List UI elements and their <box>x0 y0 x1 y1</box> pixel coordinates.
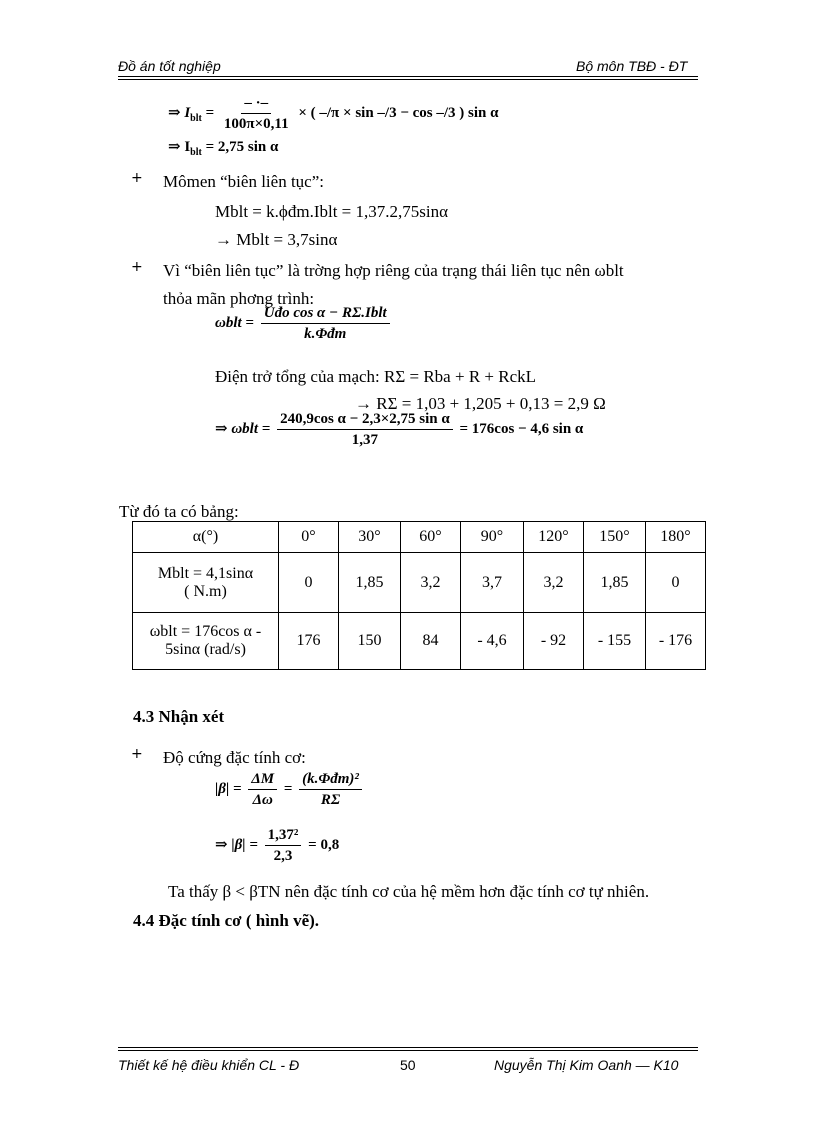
omega2-fraction <box>277 410 453 449</box>
table-cell: 150 <box>339 613 401 670</box>
bullet-plus: + <box>131 259 143 275</box>
table-row-label: ωblt = 176cos α - 5sinα (rad/s) <box>133 613 279 670</box>
beta-fraction-2: $\frac{\text{(k.Φđm)²}}{R\Sigma}$ <box>299 770 362 809</box>
table-cell: - 176 <box>646 613 706 670</box>
moment-line-2: → Mblt = 3,7sinα <box>215 230 338 249</box>
iblt-sub: blt <box>190 112 202 124</box>
moment-line-1: Mblt = k.ϕđm.Iblt = 1,37.2,75sinα <box>215 202 449 221</box>
stiffness-text: Độ cứng đặc tính cơ: <box>163 748 306 767</box>
table-header-cell: 150° <box>584 522 646 553</box>
footer-right: Nguyễn Thị Kim Oanh — K10 <box>494 1057 679 1073</box>
omega-denominator: k.Φđm <box>304 326 347 342</box>
iblt-numerator: – ·– <box>241 94 271 114</box>
omega2-numerator: 240,9cos α − 2,3×2,75 sin α <box>277 410 453 430</box>
equation-iblt-1: ⇒ $I_{blt}$ = $\frac{- \cdot-}{100\pi\times 0,11}$ × ( –/π × sin –/3 − cos –/3 ) sin α <box>168 95 499 132</box>
speed-text-1: Vì “biên liên tục” là trờng hợp riêng của trạng thái liên tục nên ωblt <box>163 261 624 280</box>
moment-title: Mômen “biên liên tục”: <box>163 172 324 191</box>
resistance-line-2: → RΣ = 1,03 + 1,205 + 0,13 = 2,9 Ω <box>355 394 606 413</box>
table-row <box>133 553 706 613</box>
table-cell: 176 <box>279 613 339 670</box>
table-cell: 84 <box>401 613 461 670</box>
beta-result-fraction: $\frac{\text{1,37²}}{2,3}$ <box>265 826 302 865</box>
iblt-rest: × ( –/π × sin –/3 − cos –/3 ) sin α <box>298 104 499 121</box>
table-header-cell: 30° <box>339 522 401 553</box>
table-row-label: Mblt = 4,1sinα ( N.m) <box>133 553 279 613</box>
header-divider <box>118 76 698 77</box>
omega-equation-2: ⇒ ωblt = $\frac{\text{240,9cos α − 2,3×2,75 sin α}}{1,37}$ = 176cos − 4,6 sin α <box>215 411 584 448</box>
table-header-cell: α(°) <box>133 522 279 553</box>
header-divider-2 <box>118 79 698 80</box>
omega-fraction <box>261 304 390 343</box>
table-row <box>133 613 706 670</box>
equation-iblt-2: ⇒ $I_{blt} = 2,75$ sin α <box>168 139 279 158</box>
section-heading-4-3: 4.3 Nhận xét <box>133 707 225 726</box>
table-cell: 3,2 <box>401 553 461 613</box>
omega-equation: ωblt = $\frac{\text{Uđo cos α − RΣ.Iblt}}{\text{k.Φđm}}$ <box>215 304 393 343</box>
table-cell: - 92 <box>524 613 584 670</box>
table-cell: 1,85 <box>339 553 401 613</box>
table-header-cell: 90° <box>461 522 524 553</box>
omega2-rhs: = 176cos − 4,6 sin α <box>459 420 584 437</box>
speed-text-2: thỏa mãn phơng trình: <box>163 289 315 308</box>
iblt-denominator: 100π×0,11 <box>223 116 289 132</box>
data-table <box>132 521 706 670</box>
table-cell: 3,2 <box>524 553 584 613</box>
table-cell: - 155 <box>584 613 646 670</box>
table-cell: 0 <box>279 553 339 613</box>
table-cell: 0 <box>646 553 706 613</box>
footer-divider-2 <box>118 1050 698 1051</box>
section-heading-4-4: 4.4 Đặc tính cơ ( hình vẽ). <box>133 911 320 930</box>
page-number: 50 <box>400 1057 416 1073</box>
table-header-cell: 180° <box>646 522 706 553</box>
beta-fraction-1: $\frac{\Delta M}{\Delta\omega}$ <box>248 770 277 809</box>
table-header-cell: 60° <box>401 522 461 553</box>
table-cell: 3,7 <box>461 553 524 613</box>
table-intro: Từ đó ta có bảng: <box>119 502 239 521</box>
table-header-row <box>133 522 706 553</box>
beta-result-equation: ⇒ |β| = $\frac{\text{1,37²}}{2,3}$ = 0,8 <box>215 827 340 864</box>
omega2-denominator: 1,37 <box>351 432 379 448</box>
footer-left: Thiết kế hệ điều khiển CL - Đ <box>118 1057 300 1073</box>
table-cell: - 4,6 <box>461 613 524 670</box>
conclusion-text: Ta thấy β < βTN nên đặc tính cơ của hệ mềm hơn đặc tính cơ tự nhiên. <box>168 882 650 901</box>
header-right: Bộ môn TBĐ - ĐT <box>576 58 688 74</box>
iblt-fraction <box>221 94 292 133</box>
resistance-line-1: Điện trở tổng của mạch: RΣ = Rba + R + RckL <box>215 367 537 386</box>
header-left: Đồ án tốt nghiệp <box>118 58 221 74</box>
beta-equation: |β| = $\frac{\Delta M}{\Delta\omega}$ = $\frac{\text{(k.Φđm)²}}{R\Sigma}$ <box>215 770 365 809</box>
table-header-cell: 0° <box>279 522 339 553</box>
footer-divider <box>118 1047 698 1048</box>
table-header-cell: 120° <box>524 522 584 553</box>
table-cell: 1,85 <box>584 553 646 613</box>
bullet-plus: + <box>131 746 143 762</box>
bullet-plus: + <box>131 170 143 186</box>
omega-numerator: Uđo cos α − RΣ.Iblt <box>261 304 390 324</box>
